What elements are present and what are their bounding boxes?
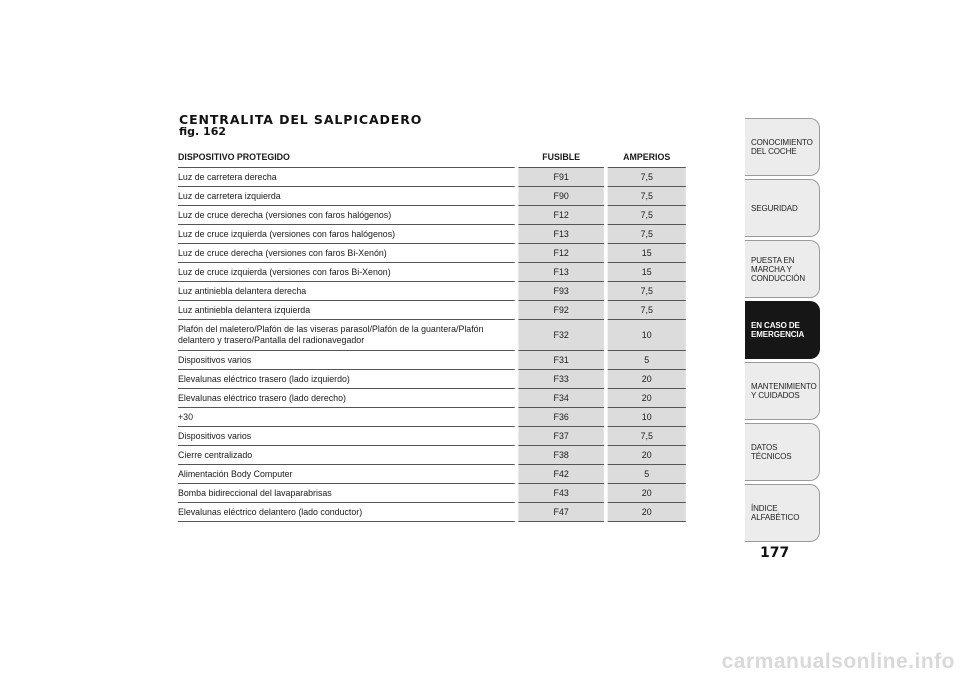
amps-cell: 20: [606, 503, 686, 522]
device-cell: Elevalunas eléctrico trasero (lado derecho): [178, 389, 517, 408]
table-row: [178, 282, 686, 301]
fuse-cell: F47: [517, 503, 606, 522]
fuse-cell: F31: [517, 351, 606, 370]
tab-puesta-en-marcha[interactable]: [745, 240, 820, 298]
amps-cell: 5: [606, 351, 686, 370]
device-cell: Luz de cruce izquierda (versiones con faros Bi-Xenon): [178, 263, 517, 282]
amps-cell: 20: [606, 446, 686, 465]
amps-cell: 7,5: [606, 206, 686, 225]
figure-reference: fig. 162: [179, 125, 226, 138]
fuse-cell: F36: [517, 408, 606, 427]
device-cell: Luz de cruce izquierda (versiones con faros halógenos): [178, 225, 517, 244]
table-header-row: [178, 148, 686, 168]
fuse-cell: F37: [517, 427, 606, 446]
amps-cell: 7,5: [606, 168, 686, 187]
tab-label: PUESTA EN MARCHA Y CONDUCCIÓN: [751, 255, 806, 283]
tab-datos-tecnicos[interactable]: [745, 423, 820, 481]
table-row: [178, 244, 686, 263]
tab-label: MANTENIMIENTO Y CUIDADOS: [751, 382, 817, 400]
device-cell: Luz de carretera derecha: [178, 168, 517, 187]
fuse-cell: F33: [517, 370, 606, 389]
device-cell: Luz de cruce derecha (versiones con faros Bi-Xenón): [178, 244, 517, 263]
device-cell: Luz antiniebla delantera izquierda: [178, 301, 517, 320]
table-row: [178, 427, 686, 446]
table-row: [178, 263, 686, 282]
header-fuse: FUSIBLE: [517, 148, 606, 168]
amps-cell: 7,5: [606, 225, 686, 244]
fuse-cell: F90: [517, 187, 606, 206]
fuse-cell: F43: [517, 484, 606, 503]
tab-en-caso-de-emergencia[interactable]: [745, 301, 820, 359]
table-row: [178, 187, 686, 206]
tab-indice-alfabetico[interactable]: [745, 484, 820, 542]
table-row: [178, 370, 686, 389]
amps-cell: 7,5: [606, 427, 686, 446]
device-cell: Elevalunas eléctrico trasero (lado izquierdo): [178, 370, 517, 389]
amps-cell: 20: [606, 484, 686, 503]
table-row: [178, 446, 686, 465]
tab-mantenimiento[interactable]: [745, 362, 820, 420]
fuse-cell: F42: [517, 465, 606, 484]
table-row: [178, 320, 686, 351]
amps-cell: 7,5: [606, 301, 686, 320]
fuse-cell: F91: [517, 168, 606, 187]
tab-label: DATOS TÉCNICOS: [751, 443, 792, 461]
fuse-cell: F32: [517, 320, 606, 351]
page-number: 177: [760, 545, 790, 561]
fuse-cell: F34: [517, 389, 606, 408]
tab-label: EN CASO DE EMERGENCIA: [751, 321, 805, 339]
device-cell: Dispositivos varios: [178, 351, 517, 370]
amps-cell: 10: [606, 408, 686, 427]
fuse-cell: F93: [517, 282, 606, 301]
fuse-cell: F12: [517, 244, 606, 263]
amps-cell: 7,5: [606, 187, 686, 206]
tab-label: SEGURIDAD: [751, 203, 798, 213]
device-cell: Bomba bidireccional del lavaparabrisas: [178, 484, 517, 503]
device-cell: Luz antiniebla delantera derecha: [178, 282, 517, 301]
amps-cell: 15: [606, 263, 686, 282]
device-cell: +30: [178, 408, 517, 427]
header-amps: AMPERIOS: [606, 148, 686, 168]
table-row: [178, 168, 686, 187]
amps-cell: 7,5: [606, 282, 686, 301]
fuse-cell: F13: [517, 263, 606, 282]
tab-label: CONOCIMIENTO DEL COCHE: [751, 138, 813, 156]
fuse-cell: F12: [517, 206, 606, 225]
device-cell: Elevalunas eléctrico delantero (lado conductor): [178, 503, 517, 522]
device-cell: Cierre centralizado: [178, 446, 517, 465]
amps-cell: 5: [606, 465, 686, 484]
device-cell: Plafón del maletero/Plafón de las viseras parasol/Plafón de la guantera/Plafón delantero y trasero/Pantalla del radionavegador: [178, 320, 517, 351]
amps-cell: 20: [606, 370, 686, 389]
amps-cell: 10: [606, 320, 686, 351]
fuse-cell: F92: [517, 301, 606, 320]
table-row: [178, 225, 686, 244]
table-row: [178, 408, 686, 427]
header-device: DISPOSITIVO PROTEGIDO: [178, 148, 517, 168]
table-row: [178, 301, 686, 320]
fuse-cell: F38: [517, 446, 606, 465]
watermark: carmanualsonline.info: [721, 650, 955, 673]
tab-label: ÍNDICE ALFABÉTICO: [751, 504, 800, 522]
device-cell: Alimentación Body Computer: [178, 465, 517, 484]
fuse-table: [178, 148, 686, 522]
table-row: [178, 351, 686, 370]
amps-cell: 15: [606, 244, 686, 263]
tab-seguridad[interactable]: [745, 179, 820, 237]
amps-cell: 20: [606, 389, 686, 408]
table-row: [178, 206, 686, 225]
tab-conocimiento-del-coche[interactable]: [745, 118, 820, 176]
section-title: CENTRALITA DEL SALPICADERO: [179, 112, 423, 127]
table-row: [178, 484, 686, 503]
table-row: [178, 465, 686, 484]
device-cell: Luz de cruce derecha (versiones con faros halógenos): [178, 206, 517, 225]
section-tabs: [745, 118, 820, 545]
fuse-cell: F13: [517, 225, 606, 244]
device-cell: Luz de carretera izquierda: [178, 187, 517, 206]
table-row: [178, 503, 686, 522]
device-cell: Dispositivos varios: [178, 427, 517, 446]
table-row: [178, 389, 686, 408]
